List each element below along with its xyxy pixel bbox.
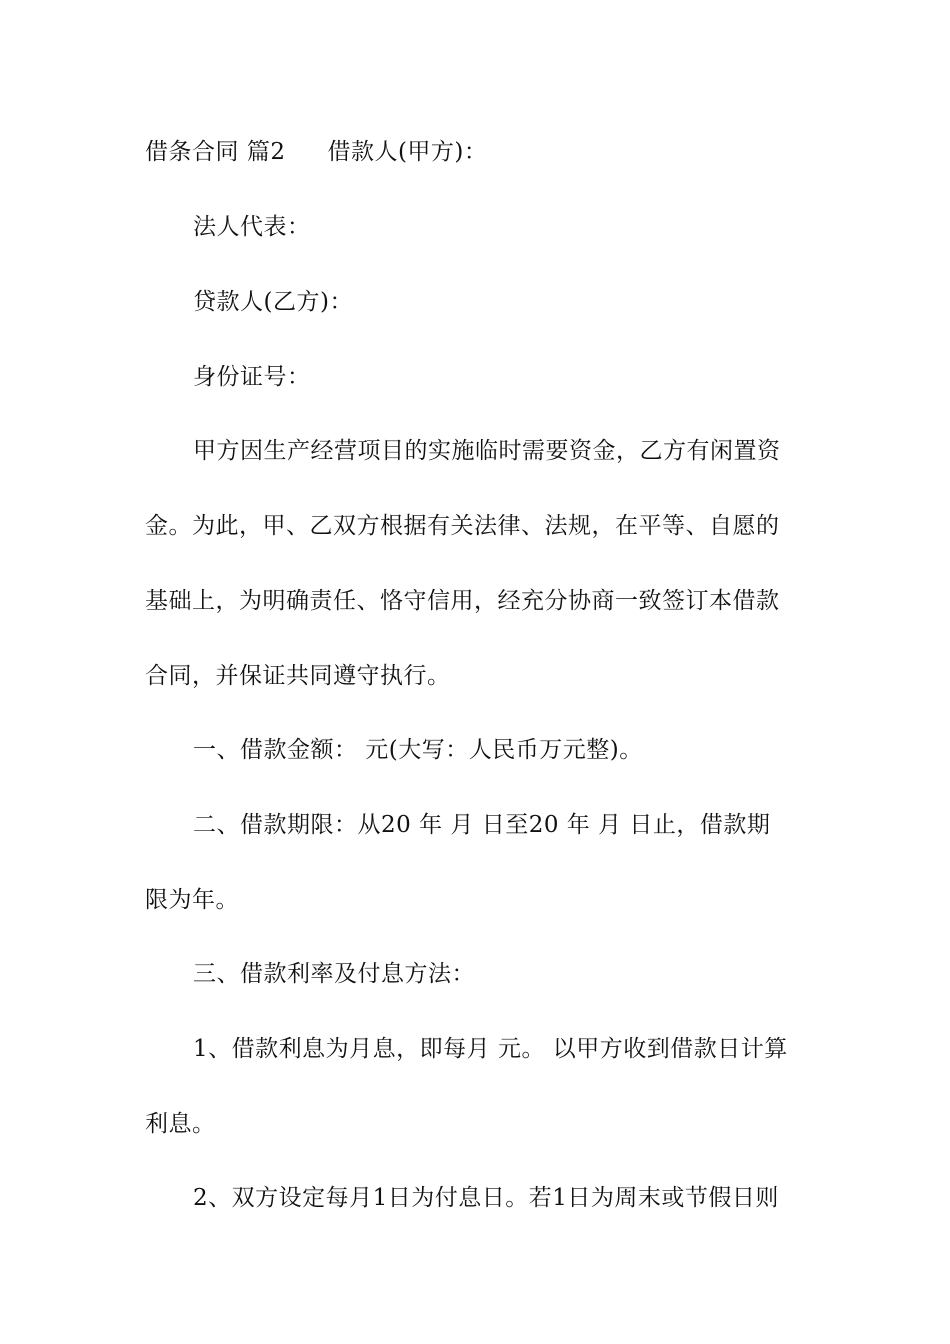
clause-interest-item-1: 1、借款利息为月息，即每月 元。 以甲方收到借款日计算 — [193, 1036, 788, 1062]
legal-representative-line: 法人代表： — [193, 214, 311, 240]
clause-loan-amount: 一、借款金额： 元(大写：人民币万元整)。 — [193, 737, 643, 763]
paragraph-line: 甲方因生产经营项目的实施临时需要资金，乙方有闲置资 — [193, 438, 781, 464]
paragraph-line: 限为年。 — [145, 887, 239, 913]
paragraph-line: 金。为此，甲、乙双方根据有关法律、法规，在平等、自愿的 — [145, 513, 780, 539]
document-header-line — [145, 137, 810, 167]
clause-loan-term: 二、借款期限：从20 年 月 日至20 年 月 日止，借款期 — [193, 812, 771, 838]
paragraph-line: 合同，并保证共同遵守执行。 — [145, 663, 451, 689]
section-number: 篇2 — [246, 139, 286, 165]
id-number-line: 身份证号： — [193, 364, 311, 390]
paragraph-line: 基础上，为明确责任、恪守信用，经充分协商一致签订本借款 — [145, 588, 780, 614]
clause-interest-item-2: 2、双方设定每月1日为付息日。若1日为周末或节假日则 — [193, 1185, 779, 1211]
contract-title: 借条合同 — [145, 139, 239, 165]
clause-interest-heading: 三、借款利率及付息方法： — [193, 961, 475, 987]
lender-line: 贷款人(乙方)： — [193, 289, 353, 315]
paragraph-line: 利息。 — [145, 1111, 216, 1137]
borrower-label: 借款人(甲方)： — [327, 139, 488, 165]
